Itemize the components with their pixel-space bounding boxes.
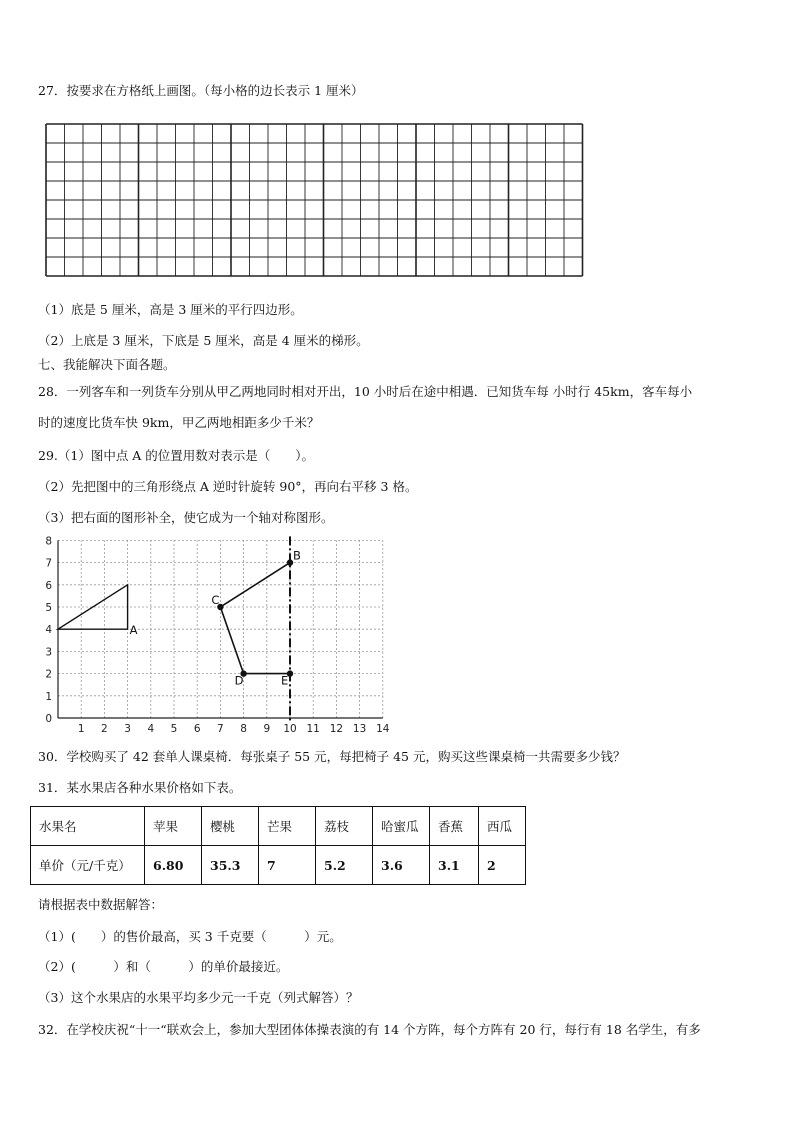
y-tick-label: 0	[45, 713, 52, 725]
y-tick-label: 7	[45, 557, 52, 570]
x-tick-label: 13	[352, 723, 367, 735]
table-cell: 芒果	[259, 807, 316, 846]
table-cell: 7	[259, 846, 316, 885]
table-cell: 6.80	[145, 846, 202, 885]
x-tick-label: 9	[263, 723, 271, 735]
table-cell: 单价（元/千克）	[31, 846, 145, 885]
q27-sub2: （2）上底是 3 厘米，下底是 5 厘米，高是 4 厘米的梯形。	[38, 333, 369, 348]
table-cell: 西瓜	[479, 807, 526, 846]
q31-title: 31．某水果店各种水果价格如下表。	[38, 780, 242, 795]
x-tick-label: 6	[193, 723, 201, 735]
x-tick-label: 8	[240, 723, 247, 735]
y-tick-label: 6	[45, 579, 52, 592]
coordinate-grid-chart	[0, 530, 794, 740]
section-7-heading: 七、我能解决下面各题。	[38, 357, 176, 372]
table-cell: 香蕉	[430, 807, 479, 846]
table-cell: 35.3	[202, 846, 259, 885]
q30-text: 30．学校购买了 42 套单人课桌椅．每张桌子 55 元，每把椅子 45 元，购买这些课桌椅一共需要多少钱？	[38, 749, 626, 764]
q32-text: 32．在学校庆祝“十一“联欢会上，参加大型团体体操表演的有 14 个方阵，每个方阵有 20 行，每行有 18 名学生，有多	[38, 1022, 701, 1037]
y-tick-label: 1	[45, 690, 52, 703]
x-tick-label: 7	[217, 723, 224, 735]
table-cell: 荔枝	[316, 807, 373, 846]
q29-sub3: （3）把右面的图形补全，使它成为一个轴对称图形。	[38, 510, 334, 525]
q28-line1: 28．一列客车和一列货车分别从甲乙两地同时相对开出，10 小时后在途中相遇．已知货车每 小时行 45km，客车每小	[38, 384, 693, 399]
q31-sub1: （1）( ）的售价最高，买 3 千克要（ ）元。	[38, 929, 342, 944]
table-row	[31, 846, 526, 885]
table-cell: 樱桃	[202, 807, 259, 846]
x-tick-label: 4	[147, 723, 155, 735]
x-tick-label: 2	[101, 723, 108, 735]
point-b-label: B	[293, 548, 301, 563]
x-tick-label: 12	[329, 723, 344, 735]
y-tick-label: 3	[45, 646, 52, 659]
q27-title: 27．按要求在方格纸上画图。（每小格的边长表示 1 厘米）	[38, 83, 364, 98]
point-d-label: D	[234, 673, 244, 688]
blank-grid-paper	[0, 110, 794, 280]
half-figure-polyline	[220, 563, 290, 674]
table-header-row	[31, 807, 526, 846]
triangle-shape	[58, 585, 128, 629]
point-a-label: A	[129, 623, 138, 638]
x-tick-label: 5	[170, 723, 178, 735]
fruit-price-table	[30, 806, 526, 885]
x-tick-label: 11	[306, 723, 320, 735]
point-c-label: C	[211, 593, 220, 607]
table-cell: 水果名	[31, 807, 145, 846]
q31-intro: 请根据表中数据解答：	[38, 897, 164, 912]
y-tick-label: 8	[45, 535, 52, 548]
y-tick-label: 2	[45, 668, 52, 681]
q29-sub1: 29.（1）图中点 A 的位置用数对表示是（ ）。	[38, 448, 315, 463]
x-tick-label: 3	[124, 723, 131, 735]
table-cell: 2	[479, 846, 526, 885]
q27-sub1: （1）底是 5 厘米，高是 3 厘米的平行四边形。	[38, 302, 303, 317]
q29-sub2: （2）先把图中的三角形绕点 A 逆时针旋转 90°，再向右平移 3 格。	[38, 479, 418, 494]
y-tick-label: 4	[45, 624, 52, 637]
y-tick-label: 5	[45, 602, 52, 614]
table-cell: 3.6	[373, 846, 430, 885]
table-cell: 5.2	[316, 846, 373, 885]
q28-line2: 时的速度比货车快 9km，甲乙两地相距多少千米？	[38, 415, 320, 430]
table-cell: 哈蜜瓜	[373, 807, 430, 846]
q31-sub2: （2）( ）和（ ）的单价最接近。	[38, 959, 289, 974]
q31-sub3: （3）这个水果店的水果平均多少元一千克（列式解答）？	[38, 990, 359, 1005]
x-tick-label: 14	[376, 723, 390, 735]
table-cell: 3.1	[430, 846, 479, 885]
x-tick-label: 1	[77, 723, 85, 735]
point-e-label: E	[281, 673, 289, 688]
table-cell: 苹果	[145, 807, 202, 846]
x-tick-label: 10	[283, 723, 297, 735]
